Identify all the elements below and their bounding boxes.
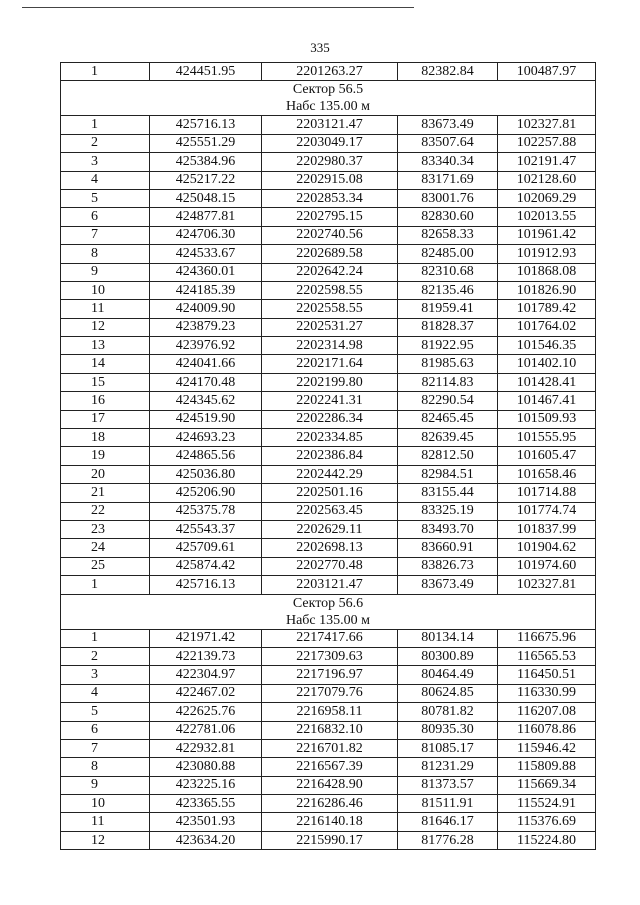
coord-y-cell: 2202442.29 xyxy=(262,465,398,483)
coord-y-cell: 2202980.37 xyxy=(262,153,398,171)
table-row xyxy=(61,392,596,410)
coord-local-y-cell: 101774.74 xyxy=(498,502,596,520)
coord-x-cell: 423634.20 xyxy=(150,831,262,849)
coord-x-cell: 425217.22 xyxy=(150,171,262,189)
table-row xyxy=(61,373,596,391)
coord-local-x-cell: 83340.34 xyxy=(398,153,498,171)
point-number-cell: 10 xyxy=(61,795,150,813)
coord-y-cell: 2202689.58 xyxy=(262,245,398,263)
table-row xyxy=(61,189,596,207)
table-row xyxy=(61,263,596,281)
coord-local-y-cell: 101714.88 xyxy=(498,484,596,502)
coord-local-y-cell: 102128.60 xyxy=(498,171,596,189)
point-number-cell: 5 xyxy=(61,703,150,721)
point-number-cell: 25 xyxy=(61,557,150,575)
table-row xyxy=(61,318,596,336)
coord-y-cell: 2202629.11 xyxy=(262,520,398,538)
coord-local-y-cell: 115946.42 xyxy=(498,739,596,757)
coord-x-cell: 424185.39 xyxy=(150,281,262,299)
coord-local-x-cell: 80781.82 xyxy=(398,703,498,721)
coord-y-cell: 2216140.18 xyxy=(262,813,398,831)
table-row xyxy=(61,739,596,757)
coord-local-x-cell: 82290.54 xyxy=(398,392,498,410)
coord-y-cell: 2215990.17 xyxy=(262,831,398,849)
coord-local-y-cell: 102069.29 xyxy=(498,189,596,207)
coord-y-cell: 2216567.39 xyxy=(262,758,398,776)
coord-x-cell: 424706.30 xyxy=(150,226,262,244)
table-row xyxy=(61,666,596,684)
coord-y-cell: 2202334.85 xyxy=(262,429,398,447)
table-row xyxy=(61,116,596,134)
coord-x-cell: 424345.62 xyxy=(150,392,262,410)
coord-x-cell: 425716.13 xyxy=(150,116,262,134)
table-row xyxy=(61,813,596,831)
coord-y-cell: 2217417.66 xyxy=(262,629,398,647)
sector-elevation: Набс 135.00 м xyxy=(285,612,371,628)
point-number-cell: 1 xyxy=(61,629,150,647)
coord-local-x-cell: 83325.19 xyxy=(398,502,498,520)
coord-x-cell: 424170.48 xyxy=(150,373,262,391)
point-number-cell: 13 xyxy=(61,337,150,355)
coord-local-x-cell: 80935.30 xyxy=(398,721,498,739)
point-number-cell: 2 xyxy=(61,134,150,152)
table-row xyxy=(61,245,596,263)
coord-y-cell: 2203121.47 xyxy=(262,116,398,134)
coord-local-y-cell: 116565.53 xyxy=(498,647,596,665)
table-row xyxy=(61,134,596,152)
coord-local-y-cell: 101912.93 xyxy=(498,245,596,263)
coord-local-x-cell: 80464.49 xyxy=(398,666,498,684)
point-number-cell: 1 xyxy=(61,576,150,594)
point-number-cell: 16 xyxy=(61,392,150,410)
coord-y-cell: 2202698.13 xyxy=(262,539,398,557)
sector-header xyxy=(61,81,596,116)
coord-local-y-cell: 102257.88 xyxy=(498,134,596,152)
coord-y-cell: 2202171.64 xyxy=(262,355,398,373)
coord-y-cell: 2203121.47 xyxy=(262,576,398,594)
table-row xyxy=(61,629,596,647)
table-row xyxy=(61,410,596,428)
coord-local-x-cell: 81828.37 xyxy=(398,318,498,336)
coord-x-cell: 425375.78 xyxy=(150,502,262,520)
point-number-cell: 3 xyxy=(61,666,150,684)
coord-y-cell: 2202853.34 xyxy=(262,189,398,207)
point-number-cell: 6 xyxy=(61,208,150,226)
coord-local-x-cell: 82310.68 xyxy=(398,263,498,281)
coord-local-y-cell: 115376.69 xyxy=(498,813,596,831)
coord-x-cell: 424451.95 xyxy=(150,63,262,81)
coord-x-cell: 423365.55 xyxy=(150,795,262,813)
coord-local-x-cell: 82984.51 xyxy=(398,465,498,483)
coord-x-cell: 422781.06 xyxy=(150,721,262,739)
coord-local-y-cell: 115224.80 xyxy=(498,831,596,849)
point-number-cell: 8 xyxy=(61,245,150,263)
coordinates-table-body xyxy=(61,63,596,850)
coord-y-cell: 2202563.45 xyxy=(262,502,398,520)
sector-header-row xyxy=(61,81,596,116)
coord-local-x-cell: 82812.50 xyxy=(398,447,498,465)
table-row xyxy=(61,337,596,355)
coord-local-x-cell: 82639.45 xyxy=(398,429,498,447)
point-number-cell: 12 xyxy=(61,831,150,849)
table-row xyxy=(61,758,596,776)
coord-local-x-cell: 83507.64 xyxy=(398,134,498,152)
coord-y-cell: 2202740.56 xyxy=(262,226,398,244)
table-row xyxy=(61,647,596,665)
coord-local-x-cell: 80300.89 xyxy=(398,647,498,665)
point-number-cell: 11 xyxy=(61,300,150,318)
coord-local-y-cell: 101509.93 xyxy=(498,410,596,428)
coord-local-x-cell: 83493.70 xyxy=(398,520,498,538)
table-row xyxy=(61,795,596,813)
coord-x-cell: 425551.29 xyxy=(150,134,262,152)
sector-header-row xyxy=(61,594,596,629)
coord-x-cell: 424360.01 xyxy=(150,263,262,281)
table-row xyxy=(61,776,596,794)
coord-local-y-cell: 101605.47 xyxy=(498,447,596,465)
coord-local-x-cell: 81231.29 xyxy=(398,758,498,776)
coord-local-y-cell: 116078.86 xyxy=(498,721,596,739)
table-row xyxy=(61,63,596,81)
table-row xyxy=(61,484,596,502)
coord-local-x-cell: 81511.91 xyxy=(398,795,498,813)
coord-local-y-cell: 101658.46 xyxy=(498,465,596,483)
coord-x-cell: 422625.76 xyxy=(150,703,262,721)
point-number-cell: 6 xyxy=(61,721,150,739)
coord-local-x-cell: 83171.69 xyxy=(398,171,498,189)
point-number-cell: 9 xyxy=(61,776,150,794)
coord-y-cell: 2202795.15 xyxy=(262,208,398,226)
coord-local-x-cell: 81373.57 xyxy=(398,776,498,794)
coord-local-x-cell: 80624.85 xyxy=(398,684,498,702)
point-number-cell: 24 xyxy=(61,539,150,557)
coord-y-cell: 2202501.16 xyxy=(262,484,398,502)
coord-local-x-cell: 82830.60 xyxy=(398,208,498,226)
point-number-cell: 22 xyxy=(61,502,150,520)
coord-local-y-cell: 115669.34 xyxy=(498,776,596,794)
coord-x-cell: 424519.90 xyxy=(150,410,262,428)
coord-local-y-cell: 101974.60 xyxy=(498,557,596,575)
coord-local-y-cell: 115524.91 xyxy=(498,795,596,813)
coord-y-cell: 2202598.55 xyxy=(262,281,398,299)
point-number-cell: 1 xyxy=(61,63,150,81)
coord-y-cell: 2216286.46 xyxy=(262,795,398,813)
coord-x-cell: 423976.92 xyxy=(150,337,262,355)
table-row xyxy=(61,208,596,226)
point-number-cell: 10 xyxy=(61,281,150,299)
table-row xyxy=(61,171,596,189)
coord-x-cell: 425206.90 xyxy=(150,484,262,502)
coord-y-cell: 2202642.24 xyxy=(262,263,398,281)
coord-y-cell: 2216701.82 xyxy=(262,739,398,757)
coord-local-x-cell: 83155.44 xyxy=(398,484,498,502)
coord-local-y-cell: 101428.41 xyxy=(498,373,596,391)
coord-local-y-cell: 101546.35 xyxy=(498,337,596,355)
table-row xyxy=(61,831,596,849)
coord-local-x-cell: 83673.49 xyxy=(398,116,498,134)
table-row xyxy=(61,226,596,244)
coord-local-x-cell: 83673.49 xyxy=(398,576,498,594)
coord-local-y-cell: 116450.51 xyxy=(498,666,596,684)
coord-local-x-cell: 81985.63 xyxy=(398,355,498,373)
point-number-cell: 8 xyxy=(61,758,150,776)
coord-x-cell: 425716.13 xyxy=(150,576,262,594)
coord-x-cell: 424533.67 xyxy=(150,245,262,263)
coord-local-x-cell: 81646.17 xyxy=(398,813,498,831)
table-row xyxy=(61,300,596,318)
coord-y-cell: 2202770.48 xyxy=(262,557,398,575)
coord-local-x-cell: 82114.83 xyxy=(398,373,498,391)
coord-y-cell: 2216428.90 xyxy=(262,776,398,794)
coord-local-y-cell: 101868.08 xyxy=(498,263,596,281)
coord-x-cell: 421971.42 xyxy=(150,629,262,647)
coord-y-cell: 2216958.11 xyxy=(262,703,398,721)
table-row xyxy=(61,153,596,171)
point-number-cell: 19 xyxy=(61,447,150,465)
point-number-cell: 12 xyxy=(61,318,150,336)
coord-local-y-cell: 101826.90 xyxy=(498,281,596,299)
coord-local-y-cell: 101837.99 xyxy=(498,520,596,538)
coord-local-y-cell: 101961.42 xyxy=(498,226,596,244)
coord-x-cell: 424693.23 xyxy=(150,429,262,447)
table-row xyxy=(61,684,596,702)
table-row xyxy=(61,465,596,483)
coord-local-x-cell: 83660.91 xyxy=(398,539,498,557)
coord-local-y-cell: 116207.08 xyxy=(498,703,596,721)
coord-local-x-cell: 83826.73 xyxy=(398,557,498,575)
point-number-cell: 17 xyxy=(61,410,150,428)
point-number-cell: 20 xyxy=(61,465,150,483)
coord-y-cell: 2202286.34 xyxy=(262,410,398,428)
coord-y-cell: 2203049.17 xyxy=(262,134,398,152)
coord-local-x-cell: 82658.33 xyxy=(398,226,498,244)
point-number-cell: 5 xyxy=(61,189,150,207)
table-row xyxy=(61,447,596,465)
coord-local-x-cell: 81776.28 xyxy=(398,831,498,849)
coord-local-y-cell: 101764.02 xyxy=(498,318,596,336)
coord-y-cell: 2202915.08 xyxy=(262,171,398,189)
coord-x-cell: 425384.96 xyxy=(150,153,262,171)
coord-x-cell: 423225.16 xyxy=(150,776,262,794)
coord-x-cell: 423080.88 xyxy=(150,758,262,776)
sector-title: Сектор 56.5 xyxy=(292,82,364,98)
point-number-cell: 9 xyxy=(61,263,150,281)
table-row xyxy=(61,557,596,575)
table-row xyxy=(61,721,596,739)
coord-y-cell: 2217079.76 xyxy=(262,684,398,702)
point-number-cell: 23 xyxy=(61,520,150,538)
coord-local-y-cell: 102191.47 xyxy=(498,153,596,171)
coord-x-cell: 423501.93 xyxy=(150,813,262,831)
coord-local-x-cell: 82485.00 xyxy=(398,245,498,263)
point-number-cell: 2 xyxy=(61,647,150,665)
page-number: 335 xyxy=(310,40,330,55)
coord-local-y-cell: 116675.96 xyxy=(498,629,596,647)
coord-x-cell: 423879.23 xyxy=(150,318,262,336)
top-divider xyxy=(22,7,414,8)
coord-local-x-cell: 83001.76 xyxy=(398,189,498,207)
coord-x-cell: 425036.80 xyxy=(150,465,262,483)
coord-local-y-cell: 101904.62 xyxy=(498,539,596,557)
point-number-cell: 3 xyxy=(61,153,150,171)
table-row xyxy=(61,281,596,299)
table-row xyxy=(61,429,596,447)
sector-elevation: Набс 135.00 м xyxy=(285,99,371,115)
coord-y-cell: 2201263.27 xyxy=(262,63,398,81)
coord-x-cell: 422139.73 xyxy=(150,647,262,665)
table-row xyxy=(61,703,596,721)
point-number-cell: 21 xyxy=(61,484,150,502)
coord-local-y-cell: 102327.81 xyxy=(498,116,596,134)
coord-local-x-cell: 80134.14 xyxy=(398,629,498,647)
coord-x-cell: 422932.81 xyxy=(150,739,262,757)
coord-local-x-cell: 82382.84 xyxy=(398,63,498,81)
coord-local-y-cell: 102013.55 xyxy=(498,208,596,226)
coord-x-cell: 424865.56 xyxy=(150,447,262,465)
coord-x-cell: 422467.02 xyxy=(150,684,262,702)
coord-x-cell: 425874.42 xyxy=(150,557,262,575)
point-number-cell: 4 xyxy=(61,171,150,189)
coord-local-x-cell: 81085.17 xyxy=(398,739,498,757)
coord-y-cell: 2202199.80 xyxy=(262,373,398,391)
coord-local-x-cell: 82465.45 xyxy=(398,410,498,428)
coord-y-cell: 2217196.97 xyxy=(262,666,398,684)
coord-y-cell: 2202314.98 xyxy=(262,337,398,355)
coord-x-cell: 425709.61 xyxy=(150,539,262,557)
coord-local-y-cell: 101402.10 xyxy=(498,355,596,373)
table-row xyxy=(61,502,596,520)
coord-x-cell: 425048.15 xyxy=(150,189,262,207)
coord-y-cell: 2217309.63 xyxy=(262,647,398,665)
table-row xyxy=(61,576,596,594)
coord-y-cell: 2202386.84 xyxy=(262,447,398,465)
coord-x-cell: 425543.37 xyxy=(150,520,262,538)
coord-local-y-cell: 116330.99 xyxy=(498,684,596,702)
point-number-cell: 7 xyxy=(61,226,150,244)
point-number-cell: 14 xyxy=(61,355,150,373)
point-number-cell: 11 xyxy=(61,813,150,831)
coord-local-y-cell: 115809.88 xyxy=(498,758,596,776)
point-number-cell: 15 xyxy=(61,373,150,391)
coord-x-cell: 424009.90 xyxy=(150,300,262,318)
coord-local-y-cell: 101555.95 xyxy=(498,429,596,447)
table-row xyxy=(61,520,596,538)
table-row xyxy=(61,539,596,557)
point-number-cell: 4 xyxy=(61,684,150,702)
coord-y-cell: 2202558.55 xyxy=(262,300,398,318)
coord-local-y-cell: 101467.41 xyxy=(498,392,596,410)
coord-local-x-cell: 82135.46 xyxy=(398,281,498,299)
coord-x-cell: 424041.66 xyxy=(150,355,262,373)
point-number-cell: 7 xyxy=(61,739,150,757)
table-row xyxy=(61,355,596,373)
coord-x-cell: 424877.81 xyxy=(150,208,262,226)
coord-x-cell: 422304.97 xyxy=(150,666,262,684)
coord-local-x-cell: 81959.41 xyxy=(398,300,498,318)
point-number-cell: 18 xyxy=(61,429,150,447)
coord-local-y-cell: 100487.97 xyxy=(498,63,596,81)
coord-local-y-cell: 102327.81 xyxy=(498,576,596,594)
coord-y-cell: 2216832.10 xyxy=(262,721,398,739)
sector-header xyxy=(61,594,596,629)
coord-local-x-cell: 81922.95 xyxy=(398,337,498,355)
coordinates-table xyxy=(60,62,596,850)
coord-local-y-cell: 101789.42 xyxy=(498,300,596,318)
sector-title: Сектор 56.6 xyxy=(292,595,364,611)
coord-y-cell: 2202531.27 xyxy=(262,318,398,336)
point-number-cell: 1 xyxy=(61,116,150,134)
coord-y-cell: 2202241.31 xyxy=(262,392,398,410)
